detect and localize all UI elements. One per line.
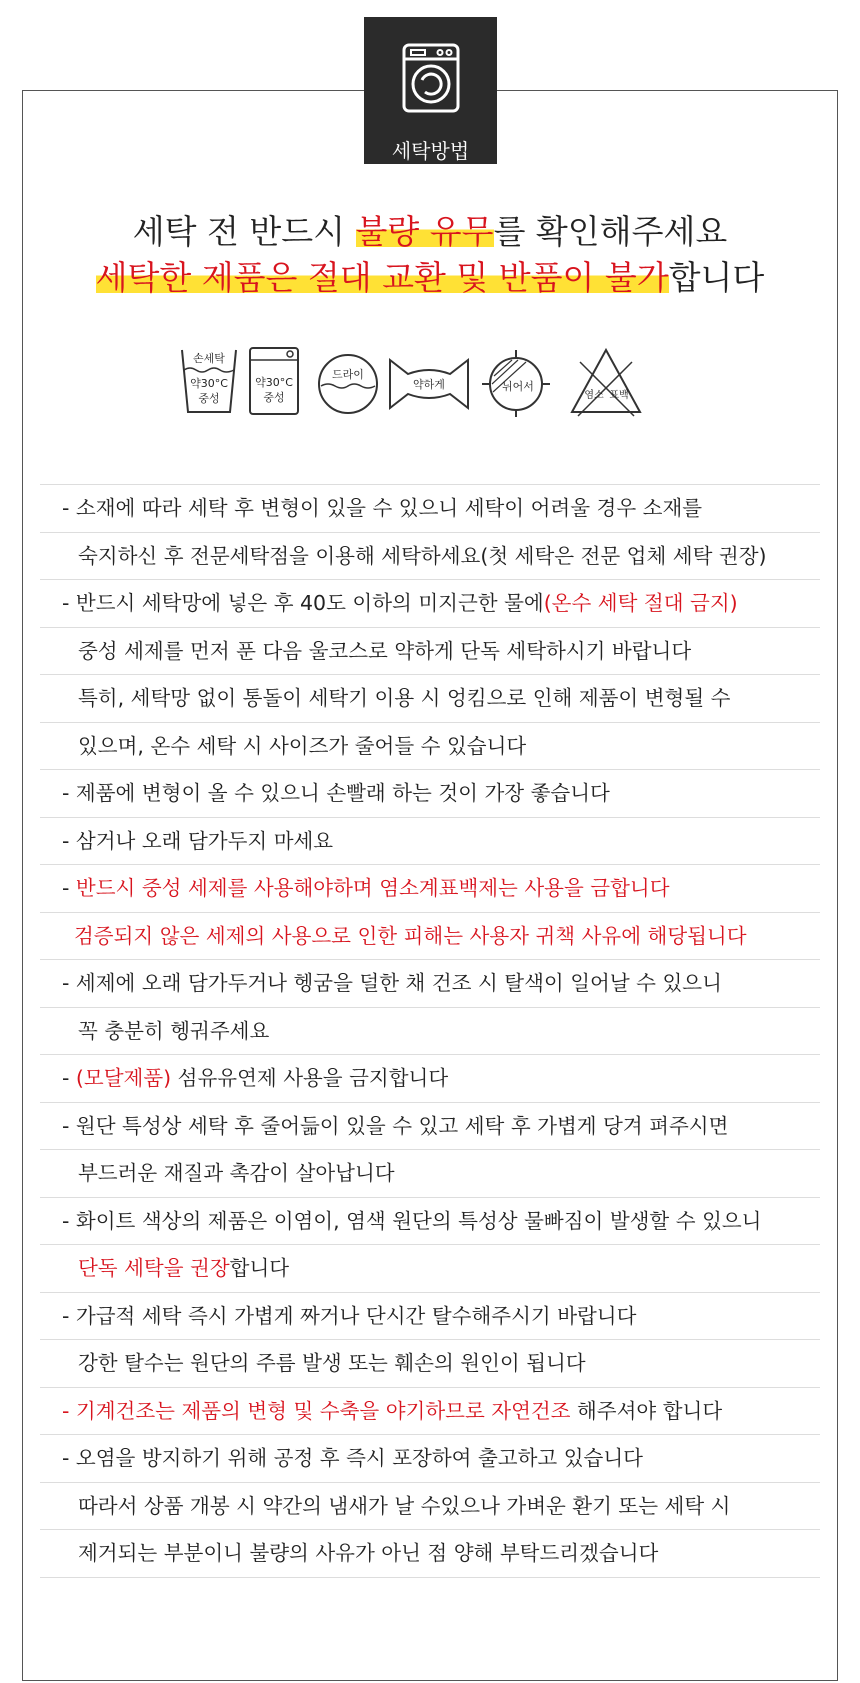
- headline-line-1: [0, 206, 860, 253]
- row-text: 있으며, 온수 세탁 시 사이즈가 줄어들 수 있습니다: [78, 733, 527, 758]
- instruction-row: [40, 913, 820, 961]
- row-text-red: (모달제품): [75, 1066, 172, 1090]
- dry-clean-text: 드라이: [332, 368, 364, 381]
- row-text-red: 검증되지 않은 세제의 사용으로 인한 피해는 사용자 귀책 사유에 해당됩니다: [74, 923, 747, 948]
- row-text: - 반드시 세탁망에 넣은 후 40도 이하의 미지근한 물에: [62, 591, 544, 615]
- instruction-row: [40, 723, 820, 771]
- lay-flat-text: 뉘어서: [502, 380, 534, 393]
- row-text: 제거되는 부분이니 불량의 사유가 아닌 점 양해 부탁드리겠습니다: [78, 1541, 659, 1565]
- hand-wash-line3: 중성: [198, 392, 220, 405]
- instruction-row: [40, 960, 820, 1008]
- row-text: - 원단 특성상 세탁 후 줄어듦이 있을 수 있고 세탁 후 가볍게 당겨 펴주시면: [62, 1113, 729, 1138]
- care-instructions: [40, 484, 820, 1578]
- row-text-red: 반드시 중성 세제를 사용해야하며 염소계표백제는 사용을 금합니다: [75, 876, 670, 900]
- row-text: 꼭 충분히 헹궈주세요: [78, 1018, 270, 1043]
- instruction-row: [40, 628, 820, 676]
- row-text: - 화이트 색상의 제품은 이염이, 염색 원단의 특성상 물빠짐이 발생할 수 있으니: [62, 1208, 762, 1233]
- instruction-row: [40, 1293, 820, 1341]
- row-text: - 삼거나 오래 담가두지 마세요: [62, 828, 334, 853]
- headline-line-1-prefix: 세탁 전 반드시: [132, 212, 356, 251]
- headline-line-2-suffix: 합니다: [668, 258, 765, 297]
- row-text-red: 단독 세탁을 권장: [78, 1256, 230, 1280]
- instruction-row: [40, 1008, 820, 1056]
- instruction-row: [40, 580, 820, 628]
- row-text: -: [62, 1066, 76, 1090]
- instruction-row: [40, 1198, 820, 1246]
- row-text: 섬유유연제 사용을 금지합니다: [171, 1066, 449, 1090]
- hand-wash-icon: [180, 346, 238, 416]
- instruction-row: [40, 818, 820, 866]
- care-symbols: [180, 346, 680, 426]
- no-bleach-line1: 염소: [584, 390, 604, 401]
- badge-label: 세탁방법: [391, 139, 470, 163]
- washing-machine-icon: [401, 42, 461, 114]
- instruction-row: [40, 485, 820, 533]
- row-text: 중성 세제를 먼저 푼 다음 울코스로 약하게 단독 세탁하시기 바랍니다: [78, 638, 692, 663]
- row-text: 해주셔야 합니다: [570, 1398, 723, 1423]
- row-text: 강한 탈수는 원단의 주름 발생 또는 훼손의 원인이 됩니다: [78, 1351, 586, 1375]
- row-text: 부드러운 재질과 촉감이 살아납니다: [78, 1161, 395, 1185]
- row-text: 합니다: [229, 1256, 290, 1280]
- instruction-row: [40, 1150, 820, 1198]
- machine-wash-line2: 중성: [263, 391, 285, 404]
- machine-wash-icon: [248, 346, 300, 416]
- row-text: - 제품에 변형이 올 수 있으니 손빨래 하는 것이 가장 좋습니다: [62, 781, 610, 805]
- row-text: - 세제에 오래 담가두거나 헹굼을 덜한 채 건조 시 탈색이 일어날 수 있으니: [62, 971, 722, 995]
- row-text: - 가급적 세탁 즉시 가볍게 짜거나 단시간 탈수해주시기 바랍니다: [62, 1303, 637, 1328]
- machine-wash-line1: 약30°C: [255, 376, 293, 389]
- instruction-row: [40, 675, 820, 723]
- row-text-red: (온수 세탁 절대 금지): [543, 591, 738, 615]
- instruction-row: [40, 865, 820, 913]
- headline-line-1-suffix: 를 확인해주세요: [493, 212, 728, 251]
- headline-highlight-1: 불량 유무: [355, 212, 494, 251]
- instruction-row: [40, 1245, 820, 1293]
- headline-line-2: [0, 252, 860, 299]
- row-text: 따라서 상품 개봉 시 약간의 냄새가 날 수있으나 가벼운 환기 또는 세탁 시: [78, 1493, 731, 1518]
- instruction-row: [40, 770, 820, 818]
- no-bleach-line2: 표백: [609, 390, 629, 401]
- instruction-row: [40, 1388, 820, 1436]
- row-text: - 소재에 따라 세탁 후 변형이 있을 수 있으니 세탁이 어려울 경우 소재를: [62, 496, 703, 520]
- dry-clean-icon: [316, 346, 380, 416]
- instruction-row: [40, 1530, 820, 1578]
- instruction-row: [40, 1483, 820, 1531]
- gentle-wring-icon: [388, 346, 470, 416]
- row-text: -: [62, 876, 76, 900]
- row-text-red: - 기계건조는 제품의 변형 및 수축을 야기하므로 자연건조: [62, 1398, 571, 1423]
- instruction-row: [40, 1435, 820, 1483]
- laundry-badge: [364, 17, 497, 164]
- no-bleach-icon: [570, 346, 642, 418]
- hand-wash-line1: 손세탁: [193, 352, 225, 365]
- headline-highlight-2: 세탁한 제품은 절대 교환 및 반품이 불가: [95, 258, 669, 297]
- row-text: 특히, 세탁망 없이 통돌이 세탁기 이용 시 엉킴으로 인해 제품이 변형될 수: [78, 686, 731, 710]
- instruction-row: [40, 533, 820, 581]
- instruction-row: [40, 1055, 820, 1103]
- instruction-row: [40, 1103, 820, 1151]
- hand-wash-line2: 약30°C: [190, 377, 228, 390]
- row-text: 숙지하신 후 전문세탁점을 이용해 세탁하세요(첫 세탁은 전문 업체 세탁 권장): [78, 543, 767, 568]
- instruction-row: [40, 1340, 820, 1388]
- lay-flat-dry-icon: [480, 346, 552, 418]
- gentle-wring-text: 약하게: [413, 378, 445, 391]
- row-text: - 오염을 방지하기 위해 공정 후 즉시 포장하여 출고하고 있습니다: [62, 1446, 643, 1470]
